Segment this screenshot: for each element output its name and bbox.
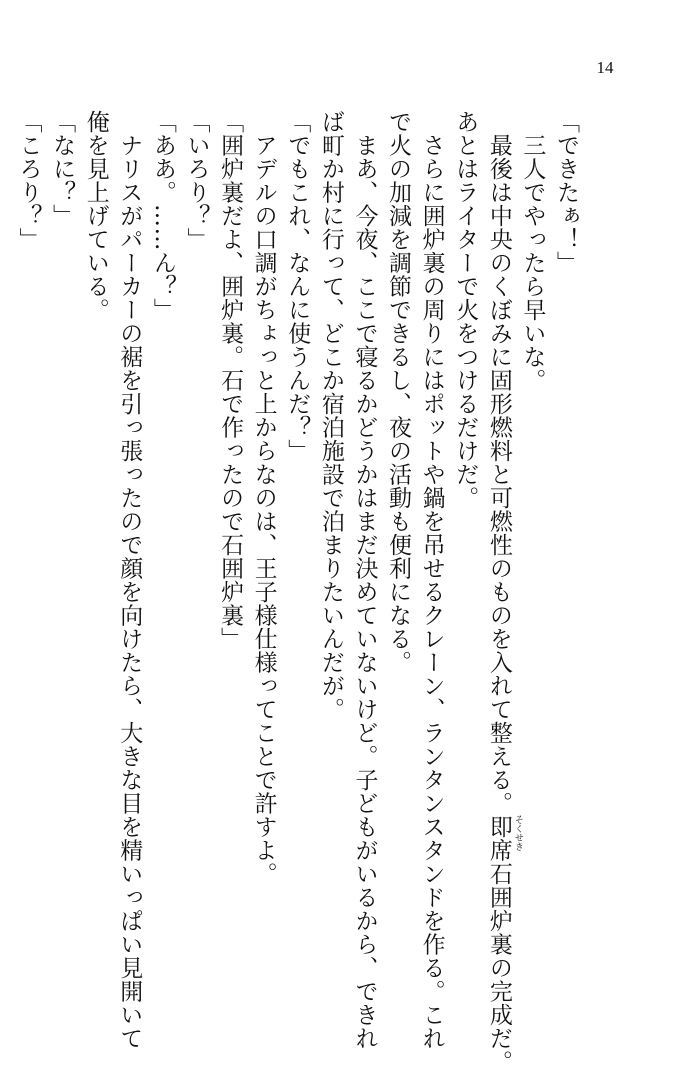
- text-line: 「できたぁ！」: [553, 110, 579, 275]
- text-line: 「なに？」: [49, 110, 76, 228]
- text-line: 「でもこれ、なんに使うんだ？」: [284, 110, 311, 463]
- furigana: そくせき: [512, 815, 523, 851]
- ruby-word: 即席 そくせき: [485, 815, 523, 862]
- text-line: 「ころり？」: [15, 110, 42, 251]
- text-line: アデルの口調がちょっと上からなのは、王子様仕様ってことで許すよ。: [250, 110, 277, 886]
- text-line: 「囲炉裏だよ、囲炉裏。石で作ったので石囲炉裏」: [217, 110, 244, 651]
- text-line: 俺を見上げている。: [82, 110, 109, 322]
- text-line: ナリスがパーカーの裾を引っ張ったので顔を向けたら、大きな目を精いっぱい見開いて: [116, 110, 143, 1050]
- text-line: 「ああ。……ん？」: [149, 110, 176, 322]
- text-line: 最後は中央のくぼみに固形燃料と可燃性のものを入れて整える。即席 そくせき 石囲炉裏の完成だ。: [485, 110, 523, 1074]
- text-line: さらに囲炉裏の周りにはポットや鍋を吊せるクレーン、ランタンスタンドを作る。これ: [418, 110, 445, 1050]
- vertical-text-body: [11, 110, 582, 1074]
- text-line: まあ、今夜、ここで寝るかどうかはまだ決めていないけど。子どもがいるから、できれ: [351, 110, 378, 1050]
- page-number: 14: [596, 58, 614, 77]
- text-line: ば町か村に行って、どこか宿泊施設で泊まりたいんだが。: [317, 110, 344, 721]
- text-line: あとはライターで火をつけるだけだ。: [452, 110, 479, 510]
- text-line: 三人でやったら早いな。: [519, 110, 546, 392]
- text-line: で火の加減を調節できるし、夜の活動も便利になる。: [385, 110, 412, 674]
- text-line: 「いろり？」: [183, 110, 210, 251]
